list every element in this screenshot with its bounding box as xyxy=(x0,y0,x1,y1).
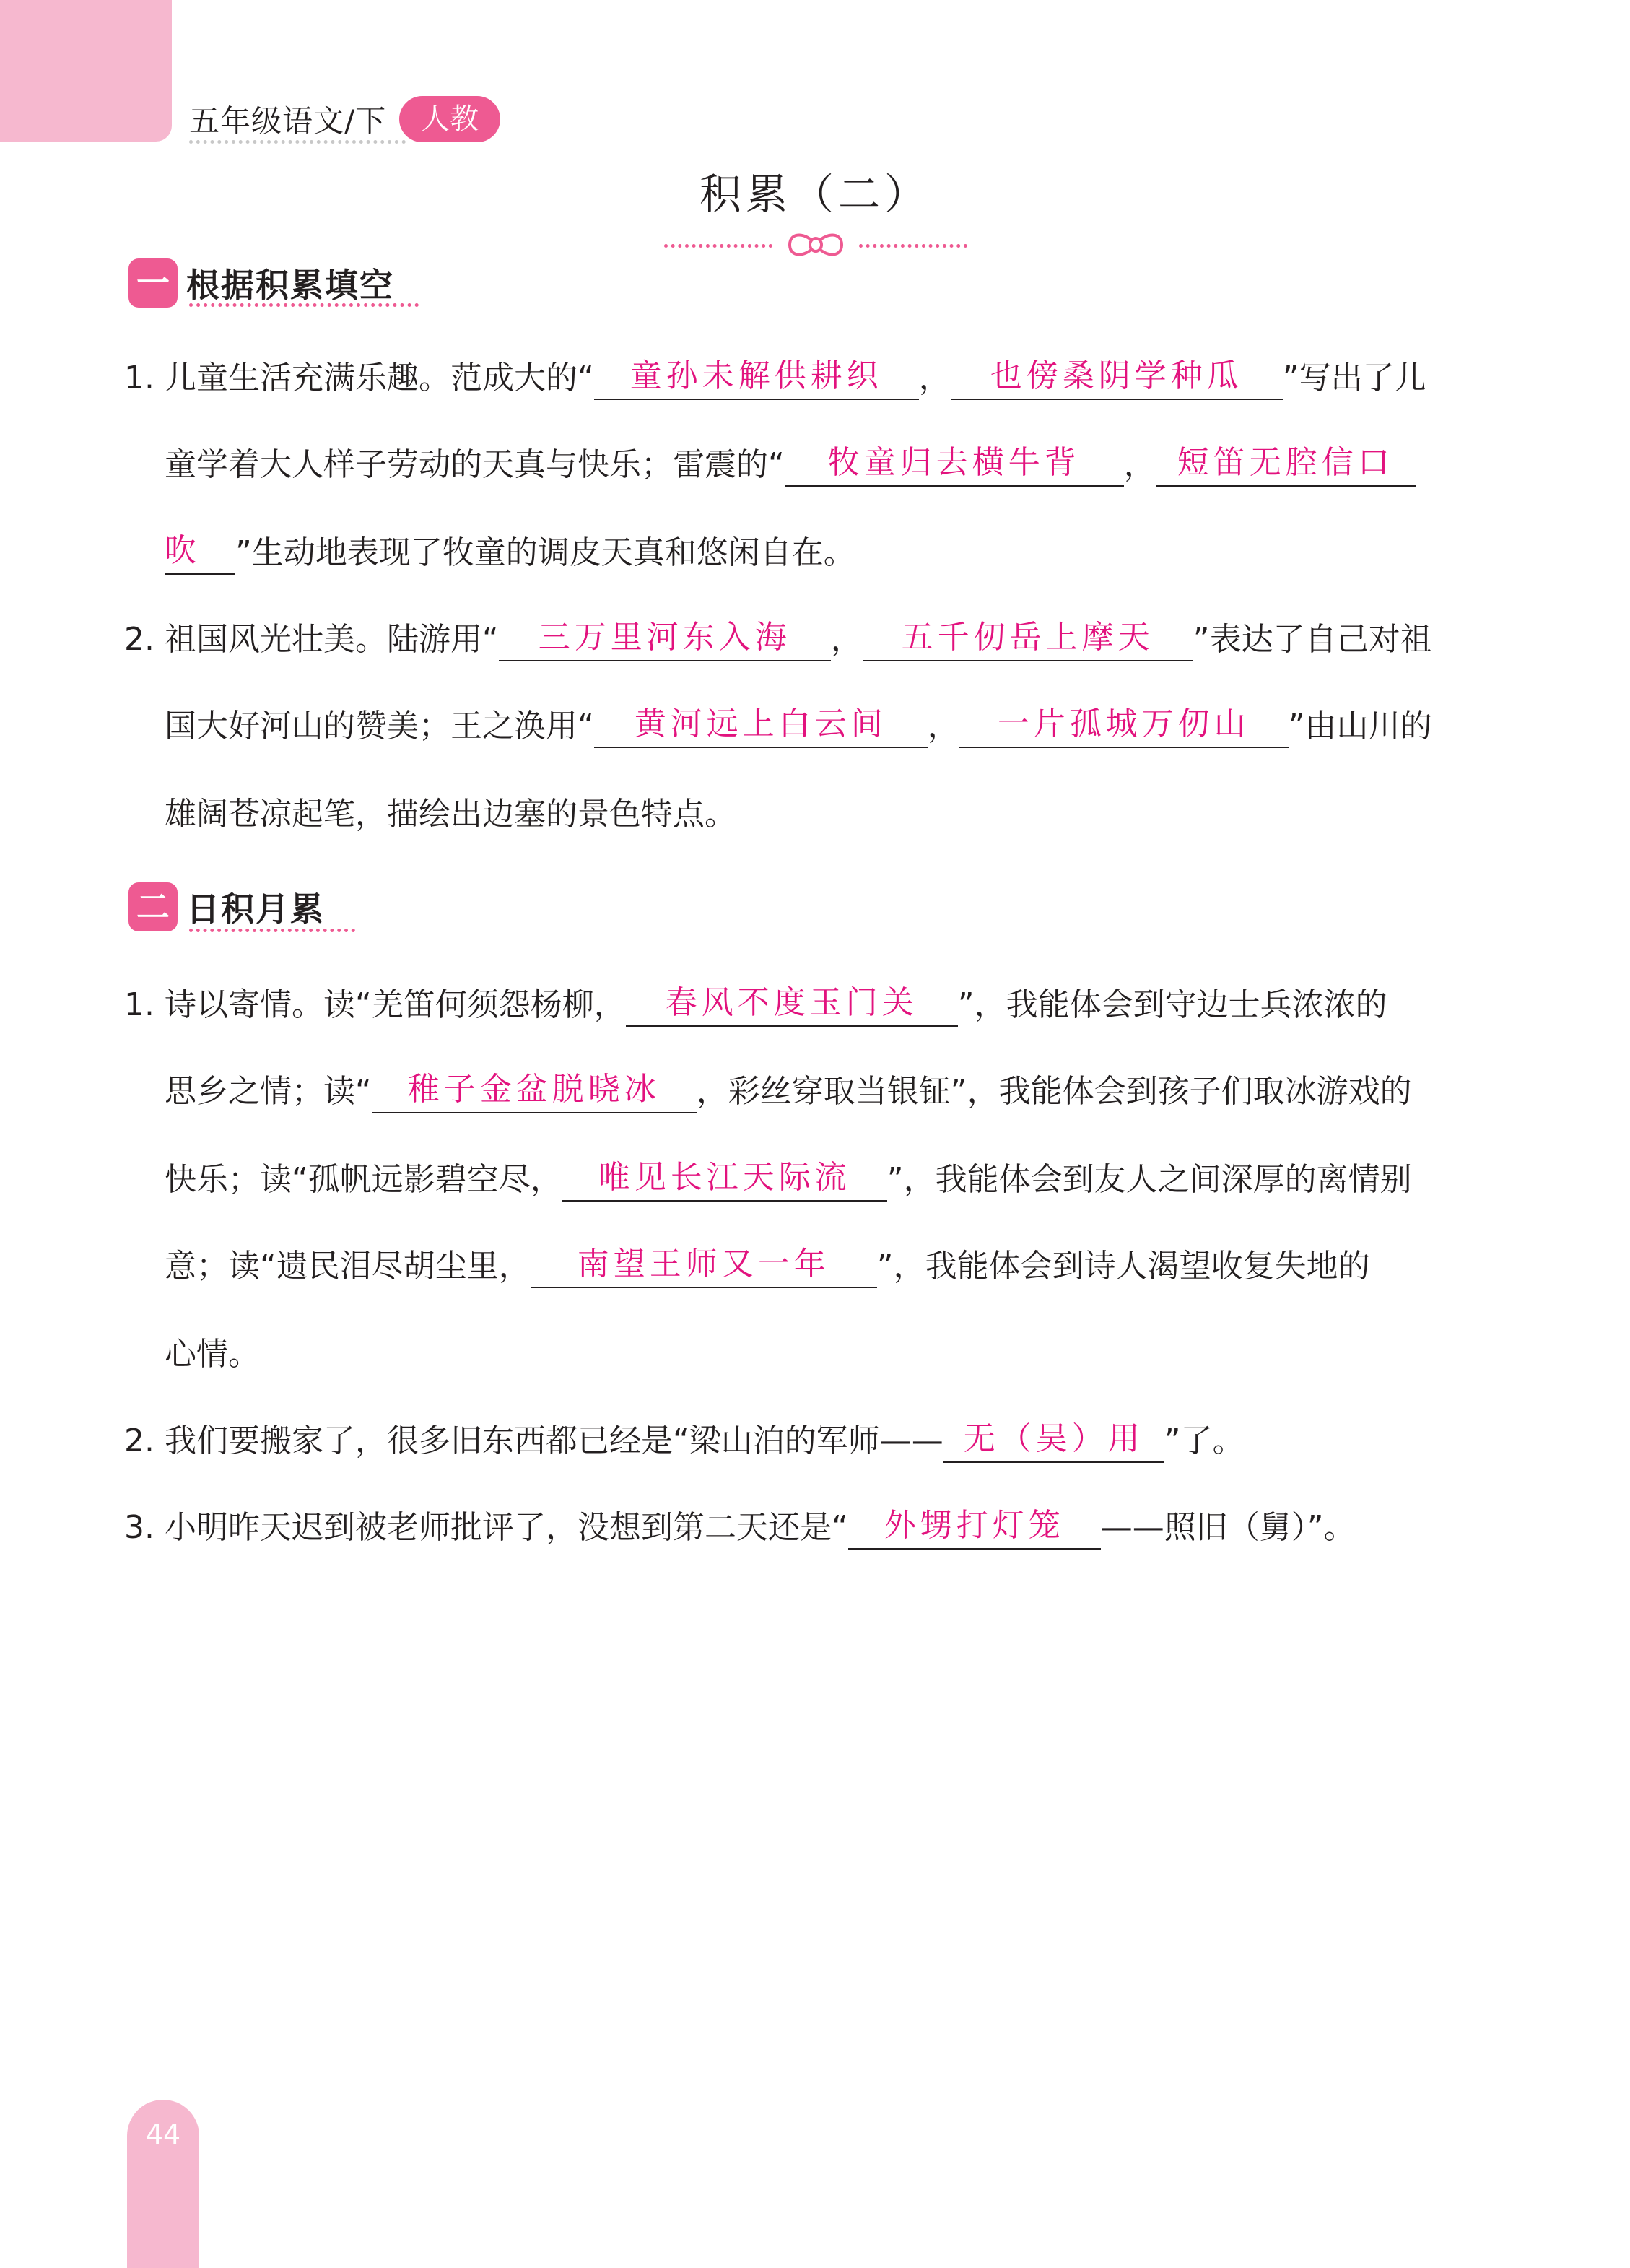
grade-label: 五年级语文/下 xyxy=(189,103,387,139)
question-number: 2. xyxy=(124,621,154,658)
text-line xyxy=(165,357,1426,400)
section-header-1 xyxy=(128,257,394,309)
page-title: 积累（二） xyxy=(699,170,931,219)
text-line xyxy=(165,443,1416,487)
answer-blank: 外甥打灯笼 xyxy=(848,1506,1101,1550)
section-underline xyxy=(189,303,419,307)
section-title: 日积月累 xyxy=(186,890,325,929)
text-line xyxy=(165,1420,1245,1463)
question-text: ”，我能体会到守边士兵浓浓的 xyxy=(957,986,1387,1023)
question-text: ”表达了自己对祖 xyxy=(1193,621,1432,658)
answer-blank: 南望王师又一年 xyxy=(531,1245,877,1288)
question-number: 1. xyxy=(124,986,154,1023)
question-number: 2. xyxy=(124,1422,154,1459)
ornament-dotline-right xyxy=(859,244,967,248)
text-line xyxy=(165,1333,260,1376)
answer-blank: 一片孤城万仞山 xyxy=(959,705,1289,748)
question-text: 小明昨天迟到被老师批评了，没想到第二天还是“ xyxy=(165,1509,848,1546)
page-header xyxy=(189,92,500,146)
answer-blank: 无（吴）用 xyxy=(943,1420,1164,1463)
answer-blank: 短笛无腔信口 xyxy=(1156,443,1416,487)
question-text: 我们要搬家了，很多旧东西都已经是“梁山泊的军师—— xyxy=(165,1422,943,1459)
question-text: ”，我能体会到友人之间深厚的离情别 xyxy=(886,1161,1412,1198)
answer-blank: 黄河远上白云间 xyxy=(594,705,928,748)
question-text: 雄阔苍凉起笔，描绘出边塞的景色特点。 xyxy=(165,796,736,833)
question-text: 思乡之情；读“ xyxy=(165,1073,372,1110)
answer-blank: 五千仞岳上摩天 xyxy=(863,618,1193,661)
answer-blank: 唯见长江天际流 xyxy=(562,1158,887,1202)
question-text: ”由山川的 xyxy=(1288,708,1432,744)
corner-decoration xyxy=(0,0,172,142)
text-line xyxy=(165,793,736,836)
question-text: ”了。 xyxy=(1164,1422,1245,1459)
question-text: 诗以寄情。读“羌笛何须怨杨柳， xyxy=(165,986,626,1023)
answer-blank: 春风不度玉门关 xyxy=(626,983,958,1027)
question-text: ，彩丝穿取当银钲”，我能体会到孩子们取冰游戏的 xyxy=(696,1073,1412,1110)
answer-blank: 童孙未解供耕织 xyxy=(594,357,919,400)
section-title: 根据积累填空 xyxy=(186,266,394,305)
edition-badge: 人教 xyxy=(399,96,500,142)
answer-blank: 吹 xyxy=(165,531,235,575)
header-divider xyxy=(189,140,406,144)
text-line xyxy=(165,531,855,575)
question-text: 国大好河山的赞美；王之涣用“ xyxy=(165,708,594,744)
question-text: ， xyxy=(830,621,863,658)
answer-blank: 牧童归去横牛背 xyxy=(785,443,1124,487)
question-number: 3. xyxy=(124,1509,154,1546)
question-text: ， xyxy=(927,708,959,744)
question-text: 童学着大人样子劳动的天真与快乐；雷震的“ xyxy=(165,446,785,483)
question-number: 1. xyxy=(124,360,154,396)
text-line xyxy=(165,618,1432,661)
answer-blank: 稚子金盆脱晓冰 xyxy=(372,1070,697,1113)
answer-blank: 三万里河东入海 xyxy=(499,618,831,661)
ornament-dotline-left xyxy=(664,244,772,248)
question-text: 意；读“遗民泪尽胡尘里， xyxy=(165,1248,531,1285)
question-text: ， xyxy=(1123,446,1156,483)
title-ornament xyxy=(664,228,967,261)
question-text: 祖国风光壮美。陆游用“ xyxy=(165,621,499,658)
question-text: ”，我能体会到诗人渴望收复失地的 xyxy=(876,1248,1370,1285)
question-text: ， xyxy=(918,360,951,396)
answer-blank: 也傍桑阴学种瓜 xyxy=(951,357,1283,400)
text-line xyxy=(165,1070,1412,1113)
question-text: ——照旧（舅）”。 xyxy=(1100,1509,1356,1546)
text-line xyxy=(165,1245,1370,1288)
bow-icon xyxy=(785,228,846,261)
section-header-2 xyxy=(128,881,325,933)
question-text: 儿童生活充满乐趣。范成大的“ xyxy=(165,360,594,396)
question-text: 快乐；读“孤帆远影碧空尽， xyxy=(165,1161,562,1198)
text-line xyxy=(165,983,1387,1027)
page-number: 44 xyxy=(145,2119,181,2150)
text-line xyxy=(165,705,1432,748)
text-line xyxy=(165,1158,1412,1202)
question-text: 心情。 xyxy=(165,1336,260,1373)
section-badge: 一 xyxy=(128,258,178,308)
section-underline xyxy=(189,929,355,932)
question-text: ”写出了儿 xyxy=(1282,360,1426,396)
section-badge: 二 xyxy=(128,882,178,931)
question-text: ”生动地表现了牧童的调皮天真和悠闲自在。 xyxy=(235,534,855,571)
text-line xyxy=(165,1506,1356,1550)
